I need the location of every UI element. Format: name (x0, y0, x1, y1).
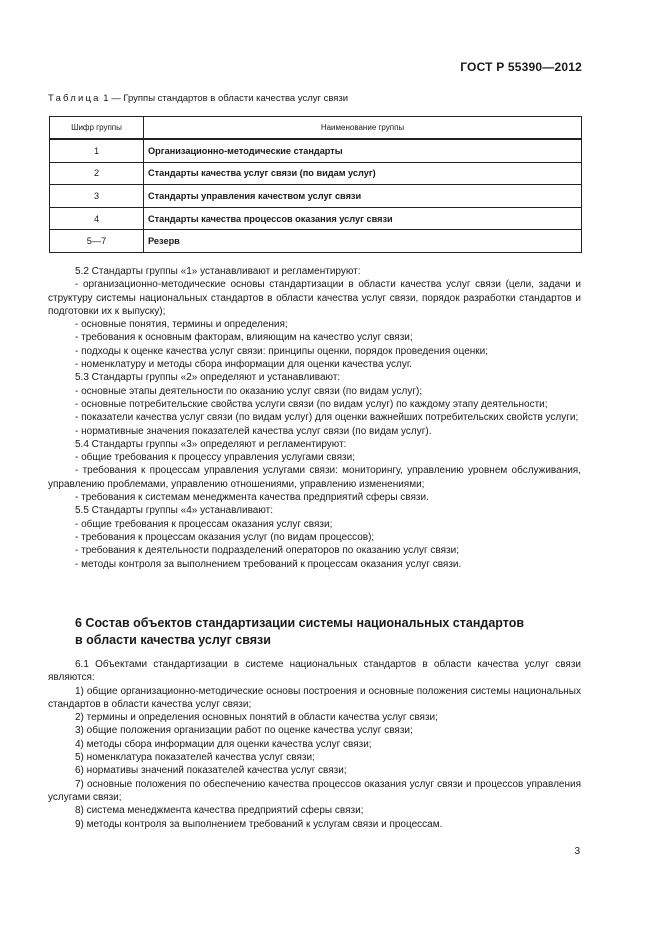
group-code: 4 (50, 207, 144, 230)
table-header-row (50, 117, 582, 140)
column-header-code: Шифр группы (50, 117, 144, 140)
group-name: Стандарты управления качеством услуг связи (144, 185, 582, 208)
section-paragraph: 6.1 Объектами стандартизации в системе национальных стандартов в области качества услуг связи являются: (48, 659, 581, 684)
table-caption-text: — Группы стандартов в области качества услуг связи (111, 93, 349, 104)
clause-paragraph: 5.2 Стандарты группы «1» устанавливают и регламентируют: (75, 266, 361, 277)
section-paragraph: 2) термины и определения основных понятий в области качества услуг связи; (75, 712, 438, 724)
section-paragraph: 4) методы сбора информации для оценки качества услуг связи; (75, 738, 372, 750)
clause-paragraph: 5.4 Стандарты группы «3» определяют и регламентируют: (75, 438, 347, 450)
group-name: Стандарты качества процессов оказания услуг связи (144, 207, 582, 230)
clause-paragraph: - номенклатуру и методы сбора информации для оценки качества услуг. (75, 359, 413, 371)
clauses-block (48, 265, 581, 571)
standard-code: ГОСТ Р 55390—2012 (460, 60, 582, 74)
section-title-line: в области качества услуг связи (75, 633, 271, 647)
column-header-name: Наименование группы (144, 117, 582, 140)
group-code: 5—7 (50, 230, 144, 253)
group-name: Стандарты качества услуг связи (по видам услуг) (144, 162, 582, 185)
group-code: 3 (50, 185, 144, 208)
table-row (50, 162, 582, 185)
clause-paragraph: - организационно-методические основы стандартизации в области качества услуг связи (цели, задачи и структуру системы национальных стандартов в области качества услуг связи, порядок разработки стандартов и подготовки их к выпуску); (48, 279, 581, 317)
clause-paragraph: - основные этапы деятельности по оказанию услуг связи (по видам услуг); (75, 385, 423, 397)
group-name: Организационно-методические стандарты (144, 139, 582, 162)
table-row (50, 207, 582, 230)
clause-paragraph: - требования к основным факторам, влияющим на качество услуг связи; (75, 332, 413, 344)
section-title-line: 6 Состав объектов стандартизации системы национальных стандартов (75, 616, 525, 630)
clause-paragraph: - общие требования к процессам оказания услуг связи; (75, 518, 333, 530)
group-code: 2 (50, 162, 144, 185)
group-name: Резерв (144, 230, 582, 253)
section-paragraph: 1) общие организационно-методические основы построения и основные положения системы национальных стандартов в области качества услуг связи; (48, 685, 581, 710)
clause-paragraph: - основные понятия, термины и определения; (75, 319, 288, 331)
clause-paragraph: - требования к системам менеджмента качества предприятий сферы связи. (75, 492, 429, 504)
table-caption (48, 93, 348, 104)
section-6-title (75, 615, 575, 649)
clause-paragraph: - общие требования к процессу управления услугами связи; (75, 452, 355, 464)
clause-paragraph: - методы контроля за выполнением требований к процессам оказания услуг связи. (75, 558, 462, 570)
clause-paragraph: - требования к деятельности подразделений операторов по оказанию услуг связи; (75, 545, 459, 557)
page-number: 3 (574, 846, 580, 857)
section-6-body (48, 658, 581, 831)
group-code: 1 (50, 139, 144, 162)
clause-paragraph: - подходы к оценке качества услуг связи: принципы оценки, порядок проведения оценки; (75, 345, 489, 357)
table-row (50, 230, 582, 253)
clause-paragraph: - нормативные значения показателей качества услуг связи (по видам услуг). (75, 425, 432, 437)
section-paragraph: 7) основные положения по обеспечению качества процессов оказания услуг связи и процессов управления услугами связи; (48, 778, 581, 803)
table-row (50, 139, 582, 162)
table-caption-number: 1 (103, 93, 109, 104)
standards-groups-table (49, 116, 582, 253)
clause-paragraph: 5.5 Стандарты группы «4» устанавливают: (75, 505, 273, 517)
clause-paragraph: - основные потребительские свойства услуги связи (по видам услуг) по каждому этапу деятельности; (75, 398, 548, 410)
section-paragraph: 8) система менеджмента качества предприятий сферы связи; (75, 805, 364, 817)
clause-paragraph: - требования к процессам оказания услуг (по видам процессов); (75, 531, 375, 543)
section-paragraph: 6) нормативы значений показателей качества услуг связи; (75, 765, 347, 777)
table-caption-prefix: Таблица (48, 93, 101, 104)
section-paragraph: 3) общие положения организации работ по оценке качества услуг связи; (75, 725, 413, 737)
table-row (50, 185, 582, 208)
clause-paragraph: - требования к процессам управления услугами связи: мониторингу, управлению уровнем обслуживания, управлению проблемами, управлению отношениями, управлению изменениями; (48, 465, 581, 490)
clause-paragraph: - показатели качества услуг связи (по видам услуг) для оценки важнейших потребительских свойств услуги; (75, 412, 579, 424)
section-paragraph: 5) номенклатура показателей качества услуг связи; (75, 752, 315, 764)
clause-paragraph: 5.3 Стандарты группы «2» определяют и устанавливают: (75, 372, 341, 384)
section-paragraph: 9) методы контроля за выполнением требований к услугам связи и процессам. (75, 818, 443, 830)
